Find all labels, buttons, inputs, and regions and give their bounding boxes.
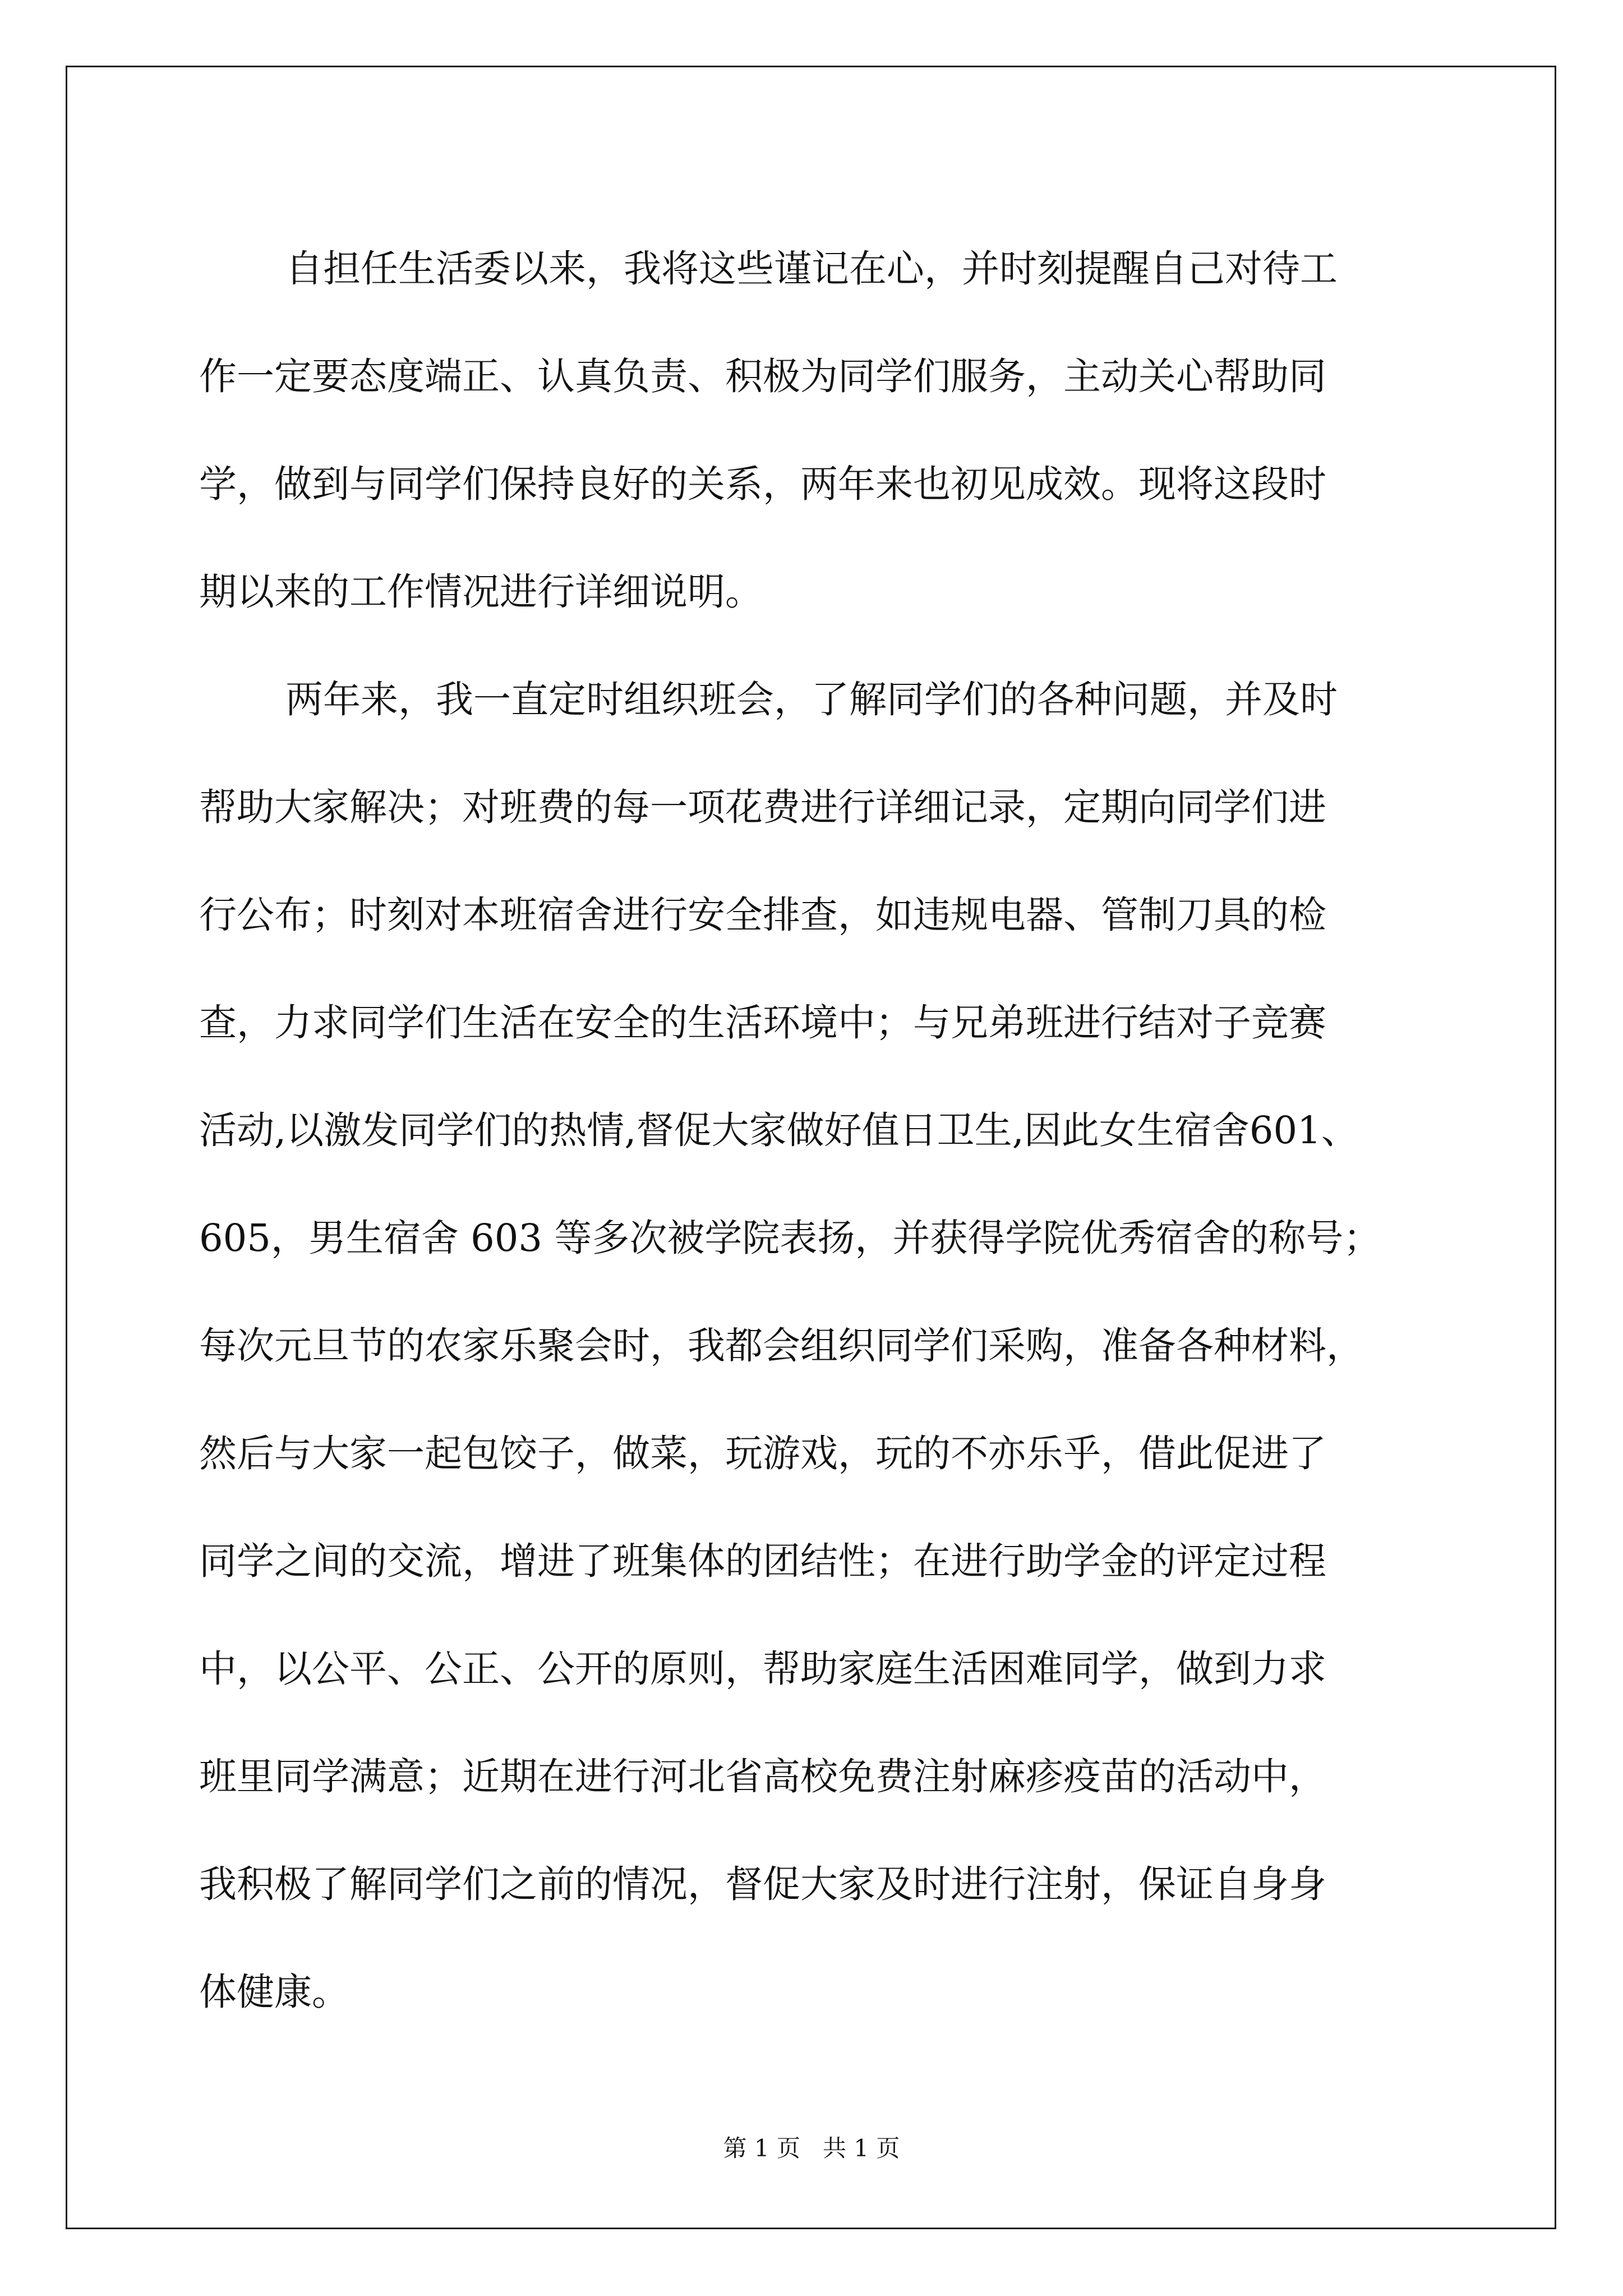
paragraph-line: 自担任生活委以来，我将这些谨记在心，并时刻提醒自己对待工: [285, 247, 1338, 291]
paragraph-line: 同学之间的交流，增进了班集体的团结性；在进行助学金的评定过程: [199, 1539, 1326, 1583]
paragraph-line: 帮助大家解决；对班费的每一项花费进行详细记录，定期向同学们进: [199, 785, 1326, 829]
paragraph-line: 体健康。: [199, 1970, 349, 2014]
paragraph-2: [199, 646, 1424, 2046]
paragraph-line: 两年来，我一直定时组织班会，了解同学们的各种问题，并及时: [285, 678, 1338, 721]
paragraph-line: 作一定要态度端正、认真负责、积极为同学们服务，主动关心帮助同: [199, 355, 1326, 398]
paragraph-1: [199, 215, 1424, 646]
paragraph-line: 活动,以激发同学们的热情,督促大家做好值日卫生,因此女生宿舍601、: [199, 1108, 1359, 1152]
paragraph-line: 605，男生宿舍 603 等多次被学院表扬，并获得学院优秀宿舍的称号；: [199, 1216, 1381, 1260]
paragraph-line: 我积极了解同学们之前的情况，督促大家及时进行注射，保证自身身: [199, 1862, 1326, 1906]
paragraph-line: 学，做到与同学们保持良好的关系，两年来也初见成效。现将这段时: [199, 462, 1326, 506]
paragraph-line: 行公布；时刻对本班宿舍进行安全排查，如违规电器、管制刀具的检: [199, 893, 1326, 937]
paragraph-line: 然后与大家一起包饺子，做菜，玩游戏，玩的不亦乐乎，借此促进了: [199, 1432, 1326, 1475]
paragraph-line: 期以来的工作情况进行详细说明。: [199, 570, 763, 614]
page-footer: [0, 2134, 1623, 2162]
paragraph-line: 班里同学满意；近期在进行河北省高校免费注射麻疹疫苗的活动中，: [199, 1755, 1326, 1798]
paragraph-line: 查，力求同学们生活在安全的生活环境中；与兄弟班进行结对子竞赛: [199, 1001, 1326, 1045]
page-number-current: 第 1 页: [723, 2134, 800, 2162]
paragraph-line: 中，以公平、公正、公开的原则，帮助家庭生活困难同学，做到力求: [199, 1647, 1326, 1691]
paragraph-line: 每次元旦节的农家乐聚会时，我都会组织同学们采购，准备各种材料，: [199, 1324, 1364, 1368]
document-body: [199, 215, 1424, 2046]
page-number-total: 共 1 页: [823, 2134, 900, 2162]
